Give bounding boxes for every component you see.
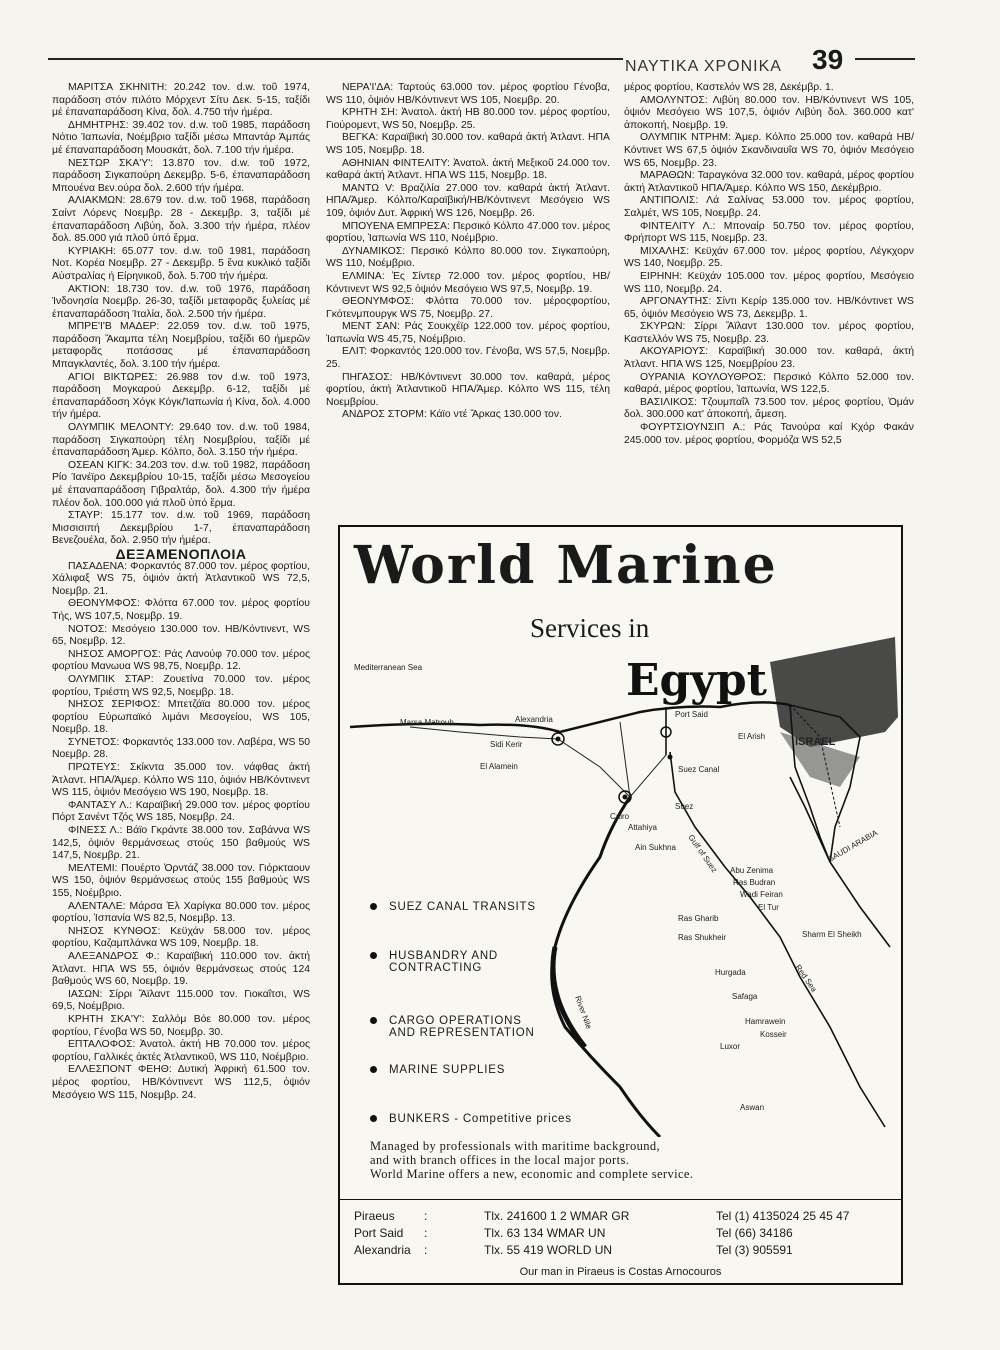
town-label: El Alamein <box>480 762 518 771</box>
town-label: El Tur <box>758 903 779 912</box>
entry: ΑΚΟΥΑΡΙΟΥΣ: Καραϊβική 30.000 τον. καθαρά, ἀκτή Ἀτλαντ. ΗΠΑ WS 125, Νοεμβρίου 23. <box>624 346 914 371</box>
entry: ΑΘΗΝΙΑΝ ΦΙΝΤΕΛΙΤΥ: Ἀνατολ. ἀκτή Μεξικοῦ 24.000 τον. καθαρά ἀκτή Ἀτλαντ. ΗΠΑ WS 115, Νοεμβρ. 18. <box>326 157 610 182</box>
contact-rule <box>340 1199 901 1200</box>
cairo-dot <box>623 795 628 800</box>
entry: ΒΕΓΚΑ: Καραϊβική 30.000 τον. καθαρά ἀκτή Ἀτλαντ. ΗΠΑ WS 105, Νοεμβρ. 18. <box>326 132 610 156</box>
bullet-icon <box>370 1066 377 1073</box>
entry: ΝΗΣΟΣ ΣΕΡΙΦΟΣ: Μπετζάϊα 80.000 τον. μέρος φορτίου Εὐρωπαϊκό λιμάνι Μεσογείου, WS 105, Νοεμβρ. 18. <box>52 699 310 736</box>
entry: ΝΗΣΟΣ ΚΥΝΘΟΣ: Κεϋχάν 58.000 τον. μέρος φορτίου, Καζαμπλάνκα WS 109, Νοεμβρ. 18. <box>52 925 310 950</box>
bullet-icon <box>370 1017 377 1024</box>
entry: ΠΡΩΤΕΥΣ: Σκίκντα 35.000 τον. νάφθας ἀκτή Ἀτλαντ. ΗΠΑ/Ἀμερ. Κόλπο WS 110, ὀψιόν ΗΒ/Κόντινεντ WS 115, ὀψιόν Μεσόγειο WS 190, Νοεμβρ. 18. <box>52 762 310 799</box>
header-rule-left <box>48 58 623 60</box>
entry: ΑΚΤΙΟΝ: 18.730 τον. d.w. τοῦ 1976, παράδοση Ίνδονησία Νοεμβρ. 26-30, ταξίδι μεταφορᾶς ξυλείας μέ έπαναπαράδοση Ίταλία, δολ. 2.500 τήν ήμέρα. <box>52 283 310 320</box>
entry: ΚΡΗΤΗ ΣΗ: Ἀνατολ. ἀκτή ΗΒ 80.000 τον. μέρος φορτίου, Γιούρομεντ, WS 50, Νοεμβρ. 25. <box>326 107 610 131</box>
entry: ΝΟΤΟΣ: Μεσόγειο 130.000 τον. ΗΒ/Κόντινεντ, WS 65, Νοεμβρ. 12. <box>52 623 310 648</box>
sinai-relief <box>770 637 898 747</box>
town-label: Aswan <box>740 1103 765 1112</box>
label-red-sea: Red Sea <box>793 962 819 994</box>
ad-country: Egypt <box>626 655 767 706</box>
entry: ΑΓΙΟΙ ΒΙΚΤΩΡΕΣ: 26.988 τον d.w. τοῦ 1973, παράδοση Μογκαρού Δεκεμβρ. 6-12, ταξίδι μέ έπαναπαράδοση Χόγκ Κόγκ/Ίαπωνία ή Κίνα, δολ. 4.000 τήν ήμέρα. <box>52 371 310 421</box>
service-item: HUSBANDRY AND CONTRACTING <box>370 950 498 974</box>
header-rule-right <box>855 58 915 60</box>
bullet-icon <box>370 1115 377 1122</box>
column-3 <box>624 82 914 447</box>
entry: ΜΕΝΤ ΣΑΝ: Ράς Σουκχέϊρ 122.000 τον. μέρος φορτίου, Ἰαπωνία WS 45,75, Νοέμβριο. <box>326 321 610 345</box>
entry: ΜΕΛΤΕΜΙ: Πουέρτο Ὀρντάζ 38.000 τον. Γιόρκταουν WS 150, ὀψιόν θερμάνσεως στούς 155 βαθμούς WS 155, Νοέμβριο. <box>52 862 310 899</box>
town-label: Hurgada <box>715 968 746 977</box>
magazine-title: ΝΑΥΤΙΚΑ ΧΡΟΝΙΚΑ <box>625 58 782 75</box>
entry: ΦΟΥΡΤΣΙΟΥΝΣΙΠ Α.: Ράς Τανούρα καί Κχόρ Φακάν 245.000 τον. μέρος φορτίου, Φορμόζα WS 52,5 <box>624 422 914 446</box>
page-number: 39 <box>812 44 844 75</box>
service-item: MARINE SUPPLIES <box>370 1064 505 1076</box>
town-label: Sharm El Sheikh <box>802 930 862 939</box>
entry: ΣΤΑΥΡ: 15.177 τον. d.w. τοῦ 1969, παράδοση Μισσισιπή Δεκεμβρίου 1-7, έπαναπαράδοση Βενεζουέλα, δολ. 2.950 τήν ήμέρα. <box>52 510 310 547</box>
entry: ΔΥΝΑΜΙΚΟΣ: Περσικό Κόλπο 80.000 τον. Σιγκαπούρη, WS 110, Νοέμβριο. <box>326 245 610 270</box>
entry: ΝΗΣΟΣ ΑΜΟΡΓΟΣ: Ράς Λανούφ 70.000 τον. μέρος φορτίου Μανωυα WS 98,75, Νοεμβρ. 12. <box>52 648 310 673</box>
town-label: Ras Budran <box>733 878 776 887</box>
entry: ΚΡΗΤΗ ΣΚΑ'Υ': Σαλλόμ Βόε 80.000 τον. μέρος φορτίου, Γένοβα WS 50, Νοεμβρ. 30. <box>52 1013 310 1038</box>
bullet-icon <box>370 952 377 959</box>
service-item: BUNKERS - Competitive prices <box>370 1113 572 1125</box>
town-label: Attahiya <box>628 823 657 832</box>
entry: ΣΥΝΕΤΟΣ: Φορκαντός 133.000 τον. Λαβέρα, WS 50 Νοεμβρ. 28. <box>52 736 310 761</box>
town-label: El Arish <box>738 732 766 741</box>
entry: ΘΕΟΝΥΜΦΟΣ: Φλόττα 70.000 τον. μέροςφορτίου, Γκότενμπουργκ WS 75, Νοεμβρ. 27. <box>326 296 610 320</box>
entry: ΟΛΥΜΠΙΚ ΜΕΛΟΝΤΥ: 29.640 τον. d.w. τοῦ 1984, παράδοση Σιγκαπούρη τέλη Νοεμβρίου, ταξίδι μέ έπαναπαράδοση Άμερ. Κόλπο, δολ. 3.150 τήν ήμέρα. <box>52 422 310 459</box>
entry: ΘΕΟΝΥΜΦΟΣ: Φλόττα 67.000 τον. μέρος φορτίου Τής, WS 107,5, Νοεμβρ. 19. <box>52 598 310 622</box>
town-label: Abu Zenima <box>730 866 774 875</box>
entry: ΟΛΥΜΠΙΚ ΝΤΡΗΜ: Ἀμερ. Κόλπο 25.000 τον. καθαρά ΗΒ/Κόντινετ WS 67,5 ὀψιόν Σκανδιναυΐα WS 70, ὀψιόν Μεσόγειο WS 65, Νοεμβρ. 23. <box>624 132 914 169</box>
town-label: Suez Canal <box>678 765 720 774</box>
town-label: Port Said <box>675 710 708 719</box>
world-marine-advert: Mediterranean Sea ISRAEL SAUDI ARABIA Red Sea River Nile Marsa Matrouh Alexandria Sidi Kerir El Alamein Port Said El Arish Suez Canal Cairo Suez Attahiya Ain Sukhna Gulf of Suez Abu Zenima Ras Budran Wadi Feiran El Tur Ras Gharib Ras Shukheir Sharm El Sheikh Hurgada Safaga Hamrawein Kosseir Luxor Aswan World Marine Services in Egypt SUEZ CANAL TRANSITS HUSBANDRY AND CONTRACTING CARGO OPERATIONS AND REPRESENTATION MARINE SUPPLIES BUNKERS - Competitive prices Managed by professionals with maritime background, and with branch offices in the local major ports. World Marine offers a new, economic and complete service. Piraeus : Tlx. 241600 1 2 WMAR GR Tel (1) 4135024 25 45 47 Port Said : Tlx. 63 134 WMAR UN Tel (66) 34186 Alexandria : Tlx. 55 419 WORLD UN Tel (3) 905591 Our man in Piraeus is Costas Arnocouros <box>338 525 903 1285</box>
entry: ΙΑΣΩΝ: Σίρρι Ἄϊλαντ 115.000 τον. Γιοκαΐτσι, WS 69,5, Νοέμβριο. <box>52 988 310 1013</box>
entry: μέρος φορτίου, Καστελόν WS 28, Δεκέμβρ. 1. <box>624 82 834 93</box>
town-label: Hamrawein <box>745 1017 786 1026</box>
ad-managed-text: Managed by professionals with maritime background, and with branch offices in the local major ports. World Marine offers a new, economic and complete service. <box>370 1139 694 1181</box>
town-label: Suez <box>675 802 694 811</box>
road-coast <box>410 727 630 797</box>
town-label: Kosseir <box>760 1030 787 1039</box>
entry: ΝΕΡΑ'Ι'ΔΑ: Ταρτούς 63.000 τον. μέρος φορτίου Γένοβα, WS 110, ὀψιόν ΗΒ/Κόντινεντ WS 105, Νοεμβρ. 20. <box>326 82 610 106</box>
entry: ΠΑΣΑΔΕΝΑ: Φορκαντός 87.000 τον. μέρος φορτίου, Χάλιφαξ WS 75, ὀψιόν ἀκτή Ἀτλαντικοῦ WS 72,5, Νοεμβρ. 21. <box>52 560 310 597</box>
town-label: Ain Sukhna <box>635 843 676 852</box>
entry: ΟΛΥΜΠΙΚ ΣΤΑΡ: Ζουετίνα 70.000 τον. μέρος φορτίου, Τριέστη WS 92,5, Νοεμβρ. 18. <box>52 673 310 698</box>
entry: ΕΠΤΑΛΟΦΟΣ: Ἀνατολ. ἀκτή ΗΒ 70.000 τον. μέρος φορτίου, Γαλλικές ἀκτές Ἀτλαντικοῦ, WS 110, Νοέμβριο. <box>52 1039 310 1063</box>
entry: ΕΛΜΙΝΑ: Ἐς Σίντερ 72.000 τον. μέρος φορτίου, ΗΒ/Κόντινεντ WS 92,5 ὀψιόν Μεσόγειο WS 97,5, Νοεμβρ. 19. <box>326 270 610 295</box>
entry: ΟΥΡΑΝΙΑ ΚΟΥΛΟΥΘΡΟΣ: Περσικό Κόλπο 52.000 τον. καθαρά, μέρος φορτίου, Ἰαπωνία, WS 122,5. <box>624 371 914 396</box>
label-mediterranean: Mediterranean Sea <box>354 663 423 672</box>
entry: ΝΕΣΤΩΡ ΣΚΑ'Υ': 13.870 τον. d.w. τοῦ 1972, παράδοση Σιγκαπούρη Δεκεμβρ. 5-6, έπαναπαράδοση Μπουένα Βεν.ούρα δολ. 2.600 τήν ήμέρα. <box>52 157 310 194</box>
entry: ΕΛΛΕΣΠΟΝΤ ΦΕΗΘ: Δυτική Ἀφρική 61.500 τον. μέρος φορτίου, ΗΒ/Κόντινεντ WS 112,5, ὀψιόν Μεσόγειο WS 115, Νοεμβρ. 24. <box>52 1064 310 1101</box>
entry: ΜΑΡΙΤΣΑ ΣΚΗΝΙΤΗ: 20.242 τον. d.w. τοῦ 1974, παράδοση στόν πιλότο Μόρχεντ Σίτυ Δεκ. 5-15, ταξίδι μέ έπαναπαράδοση Κίνα, δολ. 4.750 τήν ήμέρα. <box>52 82 310 119</box>
ad-footer: Our man in Piraeus is Costas Arnocouros <box>519 1266 722 1278</box>
entry: ΟΣΕΑΝ ΚΙΓΚ: 34.203 τον. d.w. τοῦ 1982, παράδοση Ρίο Ίανέϊρο Δεκεμβρίου 10-15, ταξίδι μέσω Μεσογείου μέ έπαναπαράδοση Γιβραλτάρ, δολ. 4.300 τήν ήμέρα πλέον δολ. 100.000 γιά πλοῦ ὑπό ἔρμα. <box>52 459 310 509</box>
town-label: Marsa Matrouh <box>400 718 454 727</box>
entry: ΒΑΣΙΛΙΚΟΣ: Τζουμπαΐλ 73.500 τον. μέρος φορτίου, Ὀμάν δολ. 300.000 κατ' ἀποκοπή, ἄμεση. <box>624 396 914 421</box>
ad-title: World Marine <box>354 535 778 596</box>
section-heading: ΔΕΞΑΜΕΝΟΠΛΟΙΑ <box>115 545 247 562</box>
town-label: Ras Shukheir <box>678 933 727 942</box>
service-item: SUEZ CANAL TRANSITS <box>370 901 536 913</box>
entry: ΑΝΔΡΟΣ ΣΤΟΡΜ: Κάϊο ντέ Ἄρκας 130.000 τον. <box>342 409 562 421</box>
entry: ΜΑΝΤΩ V: Βραζιλία 27.000 τον. καθαρά ἀκτή Ἀτλαντ. ΗΠΑ/Ἀμερ. Κόλπο/Καραϊβική/ΗΒ/Κόντινεντ Μεσόγειο WS 109, ὀψιόν Δυτ. Ἀφρική WS 126, Νοεμβρ. 26. <box>326 182 610 219</box>
entry: ΣΚΥΡΩΝ: Σίρρι Ἄϊλαντ 130.000 τον. μέρος φορτίου, Καστελλόν WS 75, Νοεμβρ. 23. <box>624 321 914 345</box>
label-saudi: SAUDI ARABIA <box>826 828 880 864</box>
entry: ΕΛΙΤ: Φορκαντός 120.000 τον. Γένοβα, WS 57,5, Νοεμβρ. 25. <box>326 346 610 371</box>
entry: ΜΙΧΑΛΗΣ: Κεϋχάν 67.000 τον. μέρος φορτίου, Λέγκχορν WS 140, Νοεμβρ. 25. <box>624 245 914 270</box>
label-israel: ISRAEL <box>795 736 836 748</box>
label-river: River Nile <box>573 994 594 1031</box>
town-label: Wadi Feiran <box>740 890 783 899</box>
bullet-icon <box>370 903 377 910</box>
entry: ΜΑΡΑΘΩΝ: Ταραγκόνα 32.000 τον. καθαρά, μέρος φορτίου ἀκτή Ἀτλαντικοῦ ΗΠΑ/Ἀμερ. Κόλπο WS 150, Δεκέμβριο. <box>624 170 914 194</box>
entry: ΦΙΝΤΕΛΙΤΥ Λ.: Μποναίρ 50.750 τον. μέρος φορτίου, Φρήπορτ WS 115, Νοεμβρ. 23. <box>624 220 914 245</box>
entry: ΦΙΝΕΣΣ Λ.: Βάϊο Γκράντε 38.000 τον. Σαβάννα WS 142,5, ὀψιόν θερμάνσεως στούς 150 βαθμούς WS 147,5, Νοεμβρ. 21. <box>52 825 310 862</box>
entry: ΜΠΡΕ'Ι'Β ΜΑΔΕΡ: 22.059 τον. d.w. τοῦ 1975, παράδοση Ἄκαμπα τέλη Νοεμβρίου, ταξίδι 60 ήμερῶν μεταφορᾶς ποτάσσας μέ έπαναπαράδοση Μπαγκλαντές, δολ. 3.100 τήν ήμέρα. <box>52 321 310 371</box>
sidi-kerir-dot <box>556 737 561 742</box>
town-label: Ras Gharib <box>678 914 719 923</box>
entry: ΕΙΡΗΝΗ: Κεϋχάν 105.000 τον. μέρος φορτίου, Μεσόγειο WS 110, Νοεμβρ. 24. <box>624 270 914 295</box>
entry: ΜΠΟΥΕΝΑ ΕΜΠΡΕΣΑ: Περσικό Κόλπο 47.000 τον. μέρος φορτίου, Ἰαπωνία WS 110, Νοέμβριο. <box>326 220 610 245</box>
entry: ΚΥΡΙΑΚΗ: 65.077 τον. d.w. τοῦ 1981, παράδοση Νοτ. Κορέα Νοεμβρ. 27 - Δεκεμβρ. 5 ἕνα κυκλικό ταξίδι Αὐστραλίας ή Είρηνικοῦ, δολ. 5.700 τήν ήμέρα. <box>52 245 310 282</box>
ad-subtitle: Services in <box>530 613 650 643</box>
suez-dot <box>668 755 673 760</box>
road-delta <box>620 722 666 797</box>
entry: ΑΝΤΙΠΟΛΙΣ: Λά Σαλίνας 53.000 τον. μέρος φορτίου, Σαλμέτ, WS 105, Νοεμβρ. 24. <box>624 195 914 219</box>
entry: ΑΜΟΛΥΝΤΟΣ: Λιβύη 80.000 τον. ΗΒ/Κόντινεντ WS 105, ὀψιόν Μεσόγειο WS 107,5, ὀψιόν Λιβύη δολ. 360.000 κατ' ἀποκοπή, Νοεμβρ. 19. <box>624 94 914 131</box>
entry: ΠΗΓΑΣΟΣ: ΗΒ/Κόντινεντ 30.000 τον. καθαρά, μέρος φορτίου, ἀκτή Ἀτλαντικοῦ ΗΠΑ/Ἀμερ. Κόλπο WS 115, τέλη Νοεμβρίου. <box>326 371 610 408</box>
town-label: Cairo <box>610 812 630 821</box>
entry: ΑΛΕΞΑΝΔΡΟΣ Φ.: Καραϊβική 110.000 τον. ἀκτή Ἀτλαντ. ΗΠΑ WS 55, ὀψιόν θερμάνσεως στούς 124 βαθμούς WS 60, Νοεμβρ. 19. <box>52 950 310 988</box>
town-label: Safaga <box>732 992 758 1001</box>
entry: ΔΗΜΗΤΡΗΣ: 39.402 τον. d.w. τοῦ 1985, παράδοση Νότιο Ίαπωνία, Νοέμβριο ταξίδι μέσω Μπαντάρ Άμπάς μέ έπαναπαράδοση Μουσκάτ, δολ. 7.100 τήν ήμέρα. <box>52 119 310 156</box>
service-item: CARGO OPERATIONS AND REPRESENTATION <box>370 1015 535 1039</box>
entry: ΑΡΓΟΝΑΥΤΗΣ: Σίντι Κερίρ 135.000 τον. ΗΒ/Κόντινετ WS 65, ὀψιόν Μεσόγειο WS 73, Δεκεμβρ. 1. <box>624 296 914 320</box>
column-2 <box>326 82 610 422</box>
town-label: Sidi Kerir <box>490 740 523 749</box>
town-label: Gulf of Suez <box>686 832 719 875</box>
town-label: Alexandria <box>515 715 553 724</box>
column-1 <box>52 82 310 1102</box>
town-label: Luxor <box>720 1042 741 1051</box>
entry: ΑΛΙΑΚΜΩΝ: 28.679 τον. d.w. τοῦ 1968, παράδοση Σαίντ Λόρενς Νοεμβρ. 28 - Δεκεμβρ. 3, ταξίδι μέ έπαναπαράδοση Λιβύη, δολ. 3.300 τήν ήμέρα, πλέον δολ. 85.000 γιά πλοῦ ὑπό ἔρμα. <box>52 195 310 245</box>
entry: ΑΛΕΝΤΑΛΕ: Μάρσα Ἐλ Χαρίγκα 80.000 τον. μέρος φορτίου, Ἰσπανία WS 82,5, Νοεμβρ. 13. <box>52 900 310 925</box>
entry: ΦΑΝΤΑΣΥ Λ.: Καραϊβική 29.000 τον. μέρος φορτίου Πόρτ Σανέντ Τζός WS 185, Νοεμβρ. 24. <box>52 799 310 824</box>
